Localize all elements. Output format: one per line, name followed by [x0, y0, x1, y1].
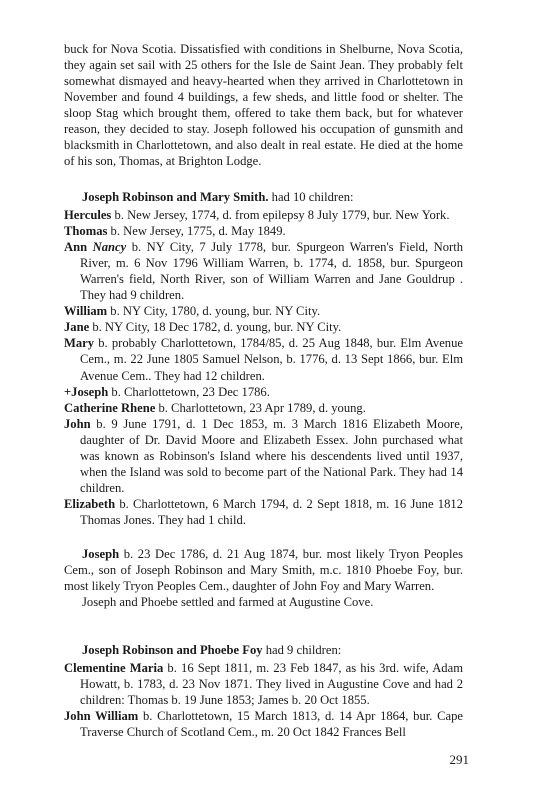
child-details: b. Charlottetown, 6 March 1794, d. 2 Sept 1818, m. 16 June 1812 Thomas Jones. They had 1 child. [80, 496, 463, 527]
intro-paragraph: buck for Nova Scotia. Dissatisfied with conditions in Shelburne, Nova Scotia, they again set sail with 25 others for the Isle de Saint Jean. They probably felt somewhat dismayed and heavy-hearted when they arrived in Charlottetown in November and found 4 buildings, a few sheds, and little food or shelter. The sloop Stag which brought them, offered to take them back, but for whatever reason, they decided to stay. Joseph followed his occupation of gunsmith and blacksmith in Charlottetown, and also dealt in real estate. He died at the home of his son, Thomas, at Brighton Lodge. [64, 42, 463, 169]
child-entry [64, 207, 463, 223]
child-entry [64, 416, 463, 496]
child-details: b. 16 Sept 1811, m. 23 Feb 1847, as his 3rd. wife, Adam Howatt, b. 1783, d. 23 Nov 1871. They lived in Augustine Cove and had 2 children: Thomas b. 19 June 1853; James b. 20 Oct 1855. [80, 661, 463, 708]
bio-name: Joseph [82, 547, 120, 561]
child-name: Clementine Maria [64, 661, 164, 676]
child-entry [64, 335, 463, 383]
family-heading [64, 189, 463, 205]
child-entry [64, 239, 463, 303]
intro-paragraph-block [64, 41, 463, 169]
family-heading-rest: had 9 children: [262, 643, 342, 657]
child-details: b. Charlottetown, 23 Apr 1789, d. young. [155, 400, 366, 415]
child-name: Jane [64, 320, 90, 335]
joseph-bio-note: Joseph and Phoebe settled and farmed at Augustine Cove. [82, 595, 374, 610]
family-robinson-foy [64, 642, 463, 740]
child-details: b. 9 June 1791, d. 1 Dec 1853, m. 3 March 1816 Elizabeth Moore, daughter of Dr. David Moore and Elizabeth Essex. John purchased what was known as Robinson's Island where his descendents lived until 1937, when the Island was sold to become part of the National Park. They had 14 children. [80, 416, 463, 495]
family-robinson-smith [64, 189, 463, 528]
family-heading-names: Joseph Robinson and Phoebe Foy [82, 643, 263, 657]
children-list [64, 660, 463, 740]
child-details: b. New Jersey, 1775, d. May 1849. [107, 224, 286, 239]
joseph-biography [64, 546, 463, 610]
child-name: Catherine Rhene [64, 400, 156, 415]
child-entry [64, 223, 463, 239]
page-number: 291 [449, 752, 469, 767]
child-entry [64, 496, 463, 528]
child-entry [64, 303, 463, 319]
child-details: b. Charlottetown, 15 March 1813, d. 14 Apr 1864, bur. Cape Traverse Church of Scotland Cem., m. 20 Oct 1842 Frances Bell [80, 709, 463, 740]
child-entry [64, 708, 463, 740]
child-name: Thomas [64, 224, 108, 239]
family-heading [64, 642, 463, 658]
child-details: b. NY City, 1780, d. young, bur. NY City. [107, 304, 321, 319]
child-details: b. New Jersey, 1774, d. from epilepsy 8 July 1779, bur. New York. [111, 208, 450, 223]
child-details: b. NY City, 18 Dec 1782, d. young, bur. NY City. [89, 320, 342, 335]
child-name: Mary [64, 336, 95, 351]
child-details: b. NY City, 7 July 1778, bur. Spurgeon Warren's Field, North River, m. 6 Nov 1796 William Warren, b. 1774, d. 1858, bur. Spurgeon Warren's field, North River, son of William Warren and Jane Gouldrup . They had 9 children. [80, 240, 463, 303]
family-heading-names: Joseph Robinson and Mary Smith. [82, 190, 269, 204]
child-name: +Joseph [64, 384, 109, 399]
child-entry [64, 660, 463, 708]
child-name: John [64, 416, 91, 431]
child-name: John William [64, 709, 139, 724]
family-heading-rest: had 10 children: [268, 190, 354, 204]
child-entry [64, 319, 463, 335]
child-name: Ann [64, 240, 93, 255]
joseph-bio-paragraph [64, 546, 463, 594]
child-name: Hercules [64, 208, 112, 223]
child-name: Elizabeth [64, 496, 116, 511]
child-entry [64, 400, 463, 416]
child-details: b. probably Charlottetown, 1784/85, d. 25 Aug 1848, bur. Elm Avenue Cem., m. 22 June 1805 Samuel Nelson, b. 1776, d. 13 Sept 1866, bur. Elm Avenue Cem.. They had 12 children. [80, 336, 463, 383]
child-name: William [64, 304, 108, 319]
bio-details: b. 23 Dec 1786, d. 21 Aug 1874, bur. most likely Tryon Peoples Cem., son of Joseph Robinson and Mary Smith, m.c. 1810 Phoebe Foy, bur. most likely Tryon Peoples Cem., daughter of John Foy and Mary Warren. [64, 547, 463, 594]
child-details: b. Charlottetown, 23 Dec 1786. [108, 384, 270, 399]
children-list [64, 207, 463, 528]
child-entry [64, 384, 463, 400]
child-nickname: Nancy [92, 240, 127, 255]
